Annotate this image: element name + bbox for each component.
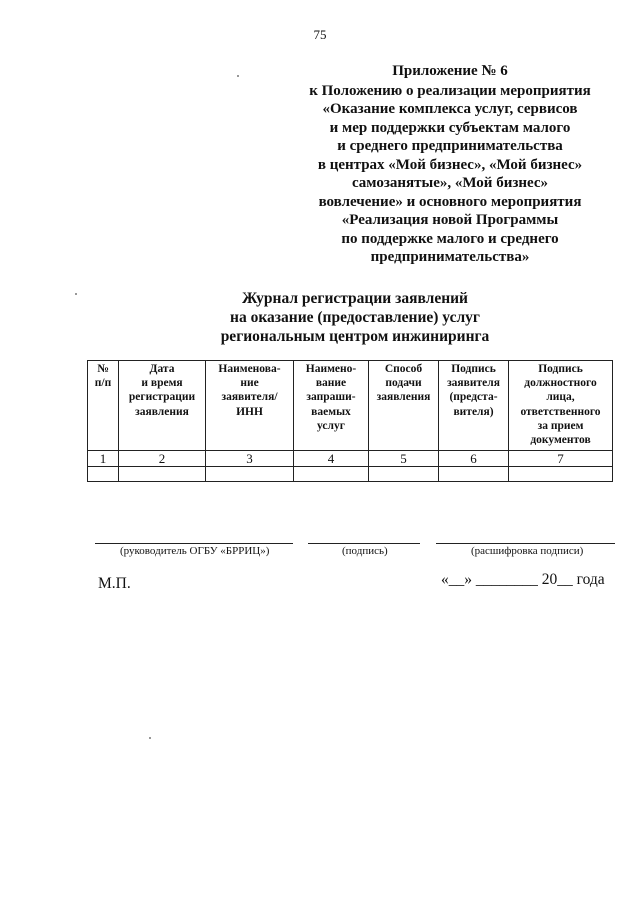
decode-caption: (расшифровка подписи) [471, 545, 584, 557]
appendix-line: в центрах «Мой бизнес», «Мой бизнес» [317, 156, 583, 173]
empty-cell [294, 467, 369, 482]
date-text: «__» ________ 20__ года [441, 571, 605, 588]
signature-line [308, 543, 420, 544]
appendix-line: самозанятые», «Мой бизнес» [351, 175, 549, 191]
column-header-applicant: Наименова- ние заявителя/ ИНН [206, 361, 294, 451]
empty-cell [206, 467, 294, 482]
column-number-cell: 4 [294, 451, 369, 467]
head-caption: (руководитель ОГБУ «БРРИЦ») [120, 545, 270, 557]
column-header-applicant-signature: Подпись заявителя (предста- вителя) [439, 361, 509, 451]
journal-title-line: региональным центром инжиниринга [220, 328, 490, 345]
scan-speck [75, 293, 77, 295]
column-header-official-signature: Подпись должностного лица, ответственного за прием документов [509, 361, 613, 451]
date-field [441, 571, 605, 589]
column-number-cell: 2 [119, 451, 206, 467]
column-header-date-time: Дата и время регистрации заявления [119, 361, 206, 451]
registration-journal-table [87, 360, 613, 482]
head-signature-line [95, 543, 293, 544]
page-number: 75 [313, 27, 327, 42]
sign-caption: (подпись) [342, 545, 388, 557]
empty-cell [119, 467, 206, 482]
signature-decode-line [436, 543, 615, 544]
appendix-line: по поддержке малого и среднего [341, 230, 559, 247]
column-header-number: № п/п [88, 361, 119, 451]
empty-cell [369, 467, 439, 482]
column-number-cell: 7 [509, 451, 613, 467]
column-number-cell: 1 [88, 451, 119, 467]
appendix-line: и мер поддержки субъектам малого [329, 119, 571, 136]
scan-speck [149, 737, 151, 739]
stamp-place-label: М.П. [98, 575, 131, 592]
appendix-line: «Оказание комплекса услуг, сервисов [322, 101, 578, 117]
column-number-cell: 6 [439, 451, 509, 467]
table-row [88, 467, 613, 482]
column-number-cell: 5 [369, 451, 439, 467]
column-header-submission-method: Способ подачи заявления [369, 361, 439, 451]
appendix-line: предпринимательства» [370, 249, 530, 265]
appendix-line: вовлечение» и основного мероприятия [318, 193, 582, 210]
journal-title-line: на оказание (предоставление) услуг [230, 309, 480, 326]
empty-cell [439, 467, 509, 482]
appendix-line: Приложение № 6 [392, 63, 508, 79]
journal-title-line: Журнал регистрации заявлений [242, 290, 468, 307]
table-header-row [88, 361, 613, 451]
column-number-cell: 3 [206, 451, 294, 467]
column-number-row [88, 451, 613, 467]
appendix-heading [300, 62, 600, 267]
appendix-line: «Реализация новой Программы [341, 212, 559, 228]
appendix-line: к Положению о реализации мероприятия [309, 82, 591, 99]
empty-cell [509, 467, 613, 482]
empty-cell [88, 467, 119, 482]
appendix-line: и среднего предпринимательства [337, 138, 563, 154]
scan-speck [237, 75, 239, 77]
journal-title [195, 289, 515, 346]
column-header-services: Наимено- вание запраши- ваемых услуг [294, 361, 369, 451]
